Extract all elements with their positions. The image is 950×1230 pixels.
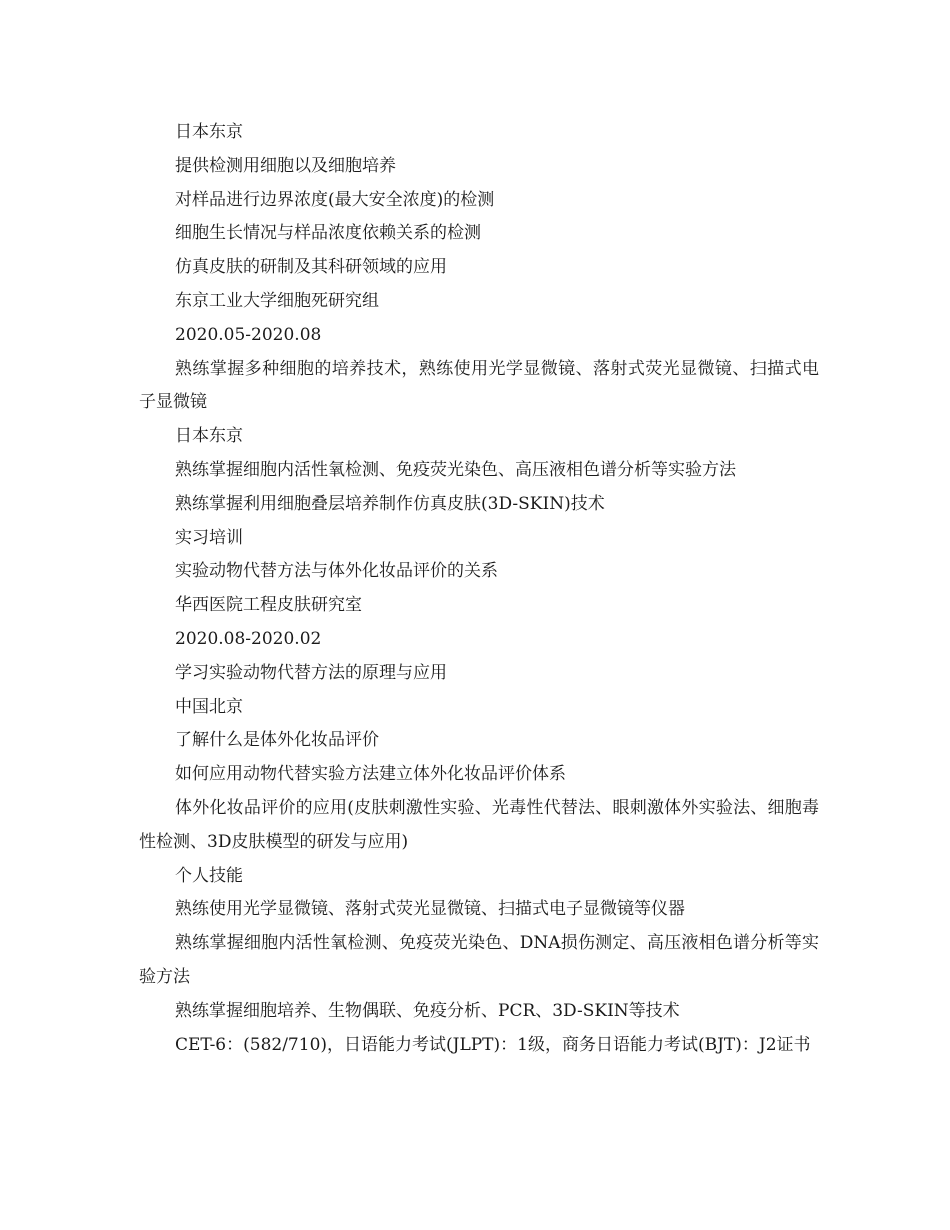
paragraph-duty-3: 细胞生长情况与样品浓度依赖关系的检测 (175, 223, 481, 244)
paragraph-section-skills: 个人技能 (175, 865, 243, 886)
paragraph-personal-skill-2: 熟练掌握细胞内活性氧检测、免疫荧光染色、DNA损伤测定、高压液相色谱分析等实验方法 (139, 933, 819, 987)
paragraph-training-3: 如何应用动物代替实验方法建立体外化妆品评价体系 (175, 764, 566, 785)
paragraph-skill-2: 熟练掌握细胞内活性氧检测、免疫荧光染色、高压液相色谱分析等实验方法 (175, 459, 736, 480)
paragraph-training-topic: 实验动物代替方法与体外化妆品评价的关系 (175, 561, 498, 582)
paragraph-duty-2: 对样品进行边界浓度(最大安全浓度)的检测 (175, 189, 495, 210)
paragraph-duty-4: 仿真皮肤的研制及其科研领域的应用 (175, 257, 447, 278)
paragraph-date-range-1: 2020.05-2020.08 (175, 324, 322, 345)
paragraph-organization-2: 华西医院工程皮肤研究室 (175, 595, 362, 616)
paragraph-location-2: 日本东京 (175, 426, 243, 447)
paragraph-skill-3: 熟练掌握利用细胞叠层培养制作仿真皮肤(3D-SKIN)技术 (175, 493, 605, 514)
paragraph-organization-1: 东京工业大学细胞死研究组 (175, 290, 379, 311)
paragraph-section-training: 实习培训 (175, 527, 243, 548)
paragraph-location-1: 日本东京 (175, 122, 243, 142)
paragraph-location-3: 中国北京 (175, 696, 243, 717)
paragraph-duty-1: 提供检测用细胞以及细胞培养 (175, 155, 396, 176)
paragraph-training-1: 学习实验动物代替方法的原理与应用 (175, 662, 447, 683)
paragraph-personal-skill-1: 熟练使用光学显微镜、落射式荧光显微镜、扫描式电子显微镜等仪器 (175, 899, 685, 920)
document-body (139, 116, 819, 1062)
paragraph-personal-skill-3: 熟练掌握细胞培养、生物偶联、免疫分析、PCR、3D-SKIN等技术 (175, 1000, 680, 1021)
paragraph-training-4: 体外化妆品评价的应用(皮肤刺激性实验、光毒性代替法、眼刺激体外实验法、细胞毒性检测、3D皮肤模型的研发与应用) (139, 797, 819, 852)
paragraph-language-certificates: CET-6：(582/710)，日语能力考试(JLPT)：1级，商务日语能力考试(BJT)：J2证书 (175, 1034, 811, 1055)
paragraph-training-2: 了解什么是体外化妆品评价 (175, 730, 379, 751)
paragraph-skill-1: 熟练掌握多种细胞的培养技术，熟练使用光学显微镜、落射式荧光显微镜、扫描式电子显微镜 (139, 358, 819, 413)
paragraph-date-range-2: 2020.08-2020.02 (175, 628, 322, 649)
